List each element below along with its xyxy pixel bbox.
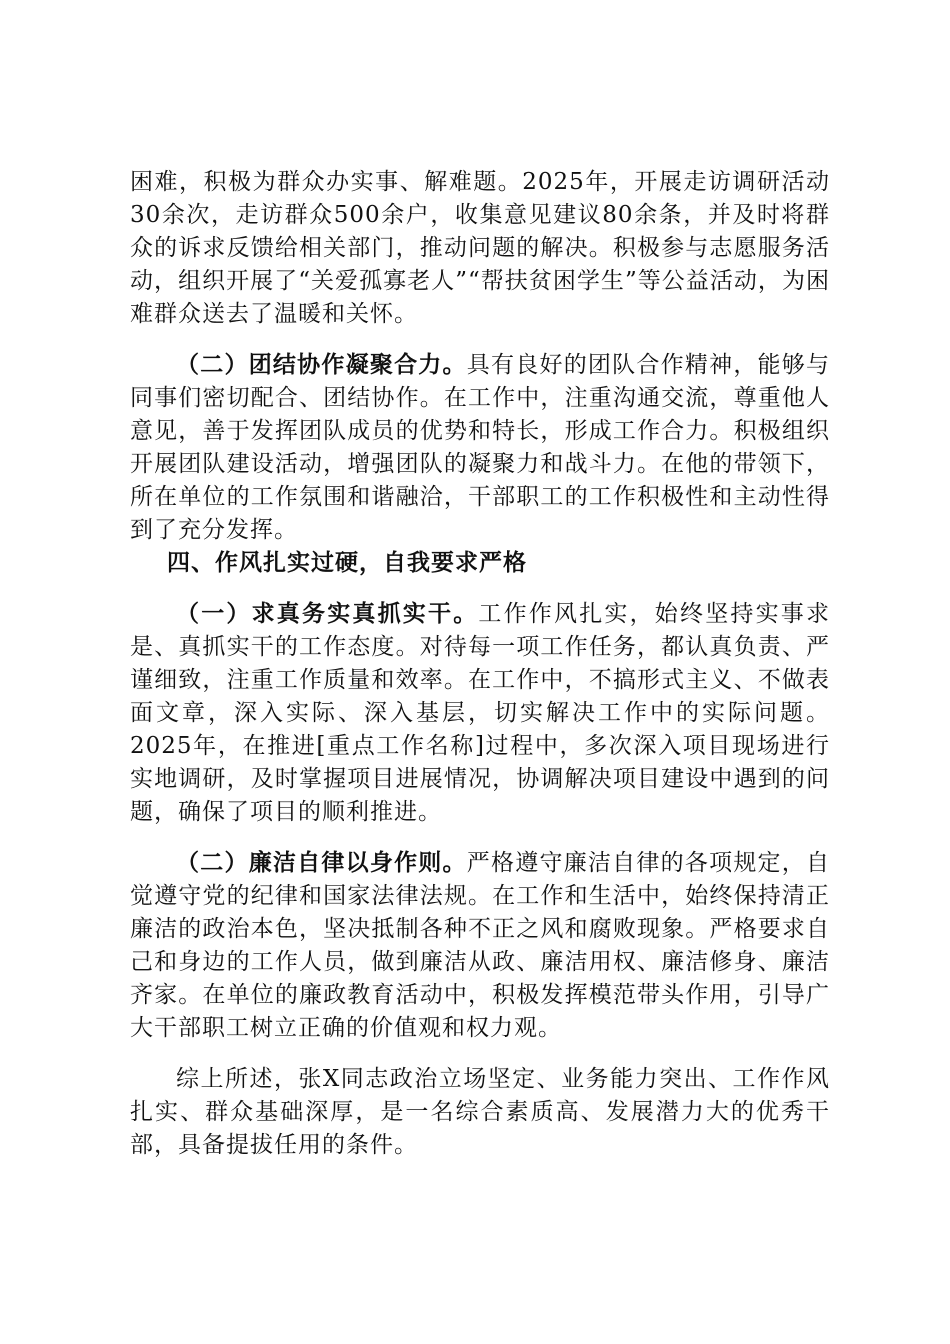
paragraph-text: 严格遵守廉洁自律的各项规定，自觉遵守党的纪律和国家法律法规。在工作和生活中，始终保持清正廉洁的政治本色，坚决抵制各种不正之风和腐败现象。严格要求自己和身边的工作人员，做到廉洁从政、廉洁用权、廉洁修身、廉洁齐家。在单位的廉政教育活动中，积极发挥模范带头作用，引导广大干部职工树立正确的价值观和权力观。 — [130, 850, 831, 1041]
paragraph-text: 工作作风扎实，始终坚持实事求是、真抓实干的工作态度。对待每一项工作任务，都认真负责、严谨细致，注重工作质量和效率。在工作中，不搞形式主义、不做表面文章，深入实际、深入基层，切实解决工作中的实际问题。2025年，在推进[重点工作名称]过程中，多次深入项目现场进行实地调研，及时掌握项目进展情况，协调解决项目建设中遇到的问题，确保了项目的顺利推进。 — [130, 601, 831, 825]
paragraph-lead-heading: （一）求真务实真抓实干。 — [176, 601, 479, 627]
paragraph-continuation — [130, 166, 830, 331]
paragraph-text: 具有良好的团队合作精神，能够与同事们密切配合、团结协作。在工作中，注重沟通交流，尊重他人意见，善于发挥团队成员的优势和特长，形成工作合力。积极组织开展团队建设活动，增强团队的凝聚力和战斗力。在他的带领下，所在单位的工作氛围和谐融洽，干部职工的工作积极性和主动性得到了充分发挥。 — [130, 352, 831, 543]
paragraph-pragmatic — [130, 598, 830, 829]
paragraph-text: 综上所述，张X同志政治立场坚定、业务能力突出、工作作风扎实、群众基础深厚，是一名综合素质高、发展潜力大的优秀干部，具备提拔任用的条件。 — [130, 1066, 830, 1158]
paragraph-text: 困难，积极为群众办实事、解难题。2025年，开展走访调研活动30余次，走访群众500余户，收集意见建议80余条，并及时将群众的诉求反馈给相关部门，推动问题的解决。积极参与志愿服务活动，组织开展了“关爱孤寡老人”“帮扶贫困学生”等公益活动，为困难群众送去了温暖和关怀。 — [130, 169, 830, 327]
paragraph-lead-heading: （二）团结协作凝聚合力。 — [176, 352, 467, 378]
document-page — [130, 166, 830, 1162]
paragraph-lead-heading: （二）廉洁自律以身作则。 — [176, 850, 467, 876]
paragraph-integrity — [130, 847, 830, 1045]
paragraph-summary — [130, 1063, 830, 1162]
section-heading: 四、作风扎实过硬，自我要求严格 — [167, 550, 527, 576]
paragraph-teamwork — [130, 349, 830, 547]
